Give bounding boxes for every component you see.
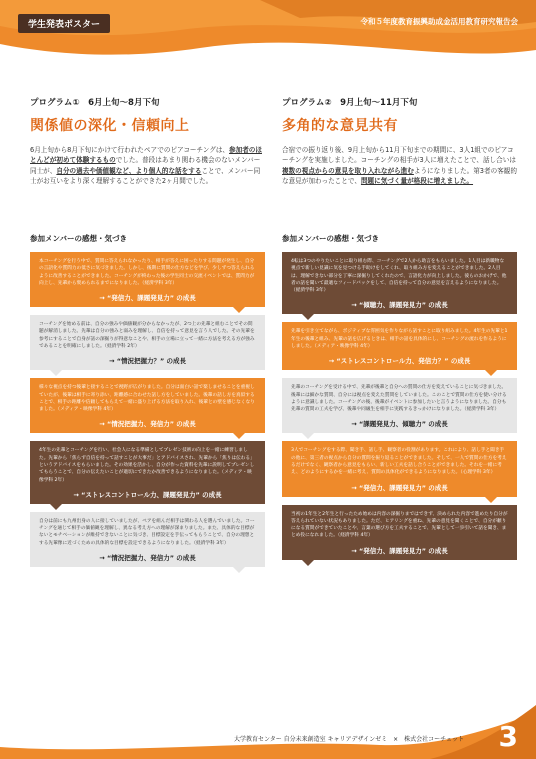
testimonial-card: [282, 252, 517, 314]
program2-intro: 合宿での振り返り後、9月上旬から11月下旬までの期間に、3人1組でのピアコーチングを実施しました。コーチングの相手が3人に増えたことで、話し合いは複数の視点からの意見を取り入れながら進むようになりました。第3者の客観的な意見が加わったことで、問題に気づく量が格段に増えました。: [282, 146, 517, 186]
growth-result: → “発信力、課題発見力” の成長: [99, 294, 196, 303]
header-band: [0, 0, 536, 70]
program1-intro: 6月上旬から8月下旬にかけて行われたペアでのピアコーチングは、参加者のほとんどが初めて体験するものでした。普段はあまり関わる機会のないメンバー同士が、自分の過去や価値観など、より個人的な話をすることで、メンバー同士がお互いをより深く理解することができた2ヶ月間でした。: [30, 146, 262, 186]
testimonial-text: 当初の1年生と2年生と行ったため始めは内容の深掘りまではできず、決められた内容で進めたり自分が答えられていない状況もありました。ただ、ヒアリングを重ね、先輩の意見を聞くことで、自分が頼りになる質問ができていたことや、言葉の選び方を工夫することで、先輩として一歩引いて話を聞き、まとめ役になれました。（経済学科 4年）: [291, 511, 508, 539]
poster-tag: 学生発表ポスター: [18, 14, 110, 33]
testimonial-text: 本コーチングを行う中で、質問に答えられなかったり、相手が答えに困ったりする問題が発生し、自分の言語化や質問力の低さに気づきました。しかし、後期に質問の仕方などを学び、少しずつ答えられるように改善することができました。コーチングが終わった後の学生同士の交流イベントでは、質問力が向上し、先輩から褒められるまでになりました。（経済学科 3年）: [39, 259, 255, 286]
program2-column: [282, 96, 517, 568]
growth-result: → “情況把握力？” の成長: [108, 357, 187, 366]
testimonial-card: [282, 378, 517, 433]
growth-result: → “傾聴力、課題発見力” の成長: [351, 301, 448, 310]
testimonial-card: [30, 512, 265, 567]
event-title: 令和５年度教育振興助成金活用教育研究報告会: [360, 17, 518, 26]
testimonial-text: 様々な視点を持つ後輩と接することで視野が広がりました。自分は面白い話で楽しませることを重視していたが、後輩は相手に寄り添い、距離感に合わせた話し方をしていました。後輩の話し方を真似することで、相手の距離や信頼してもらえて一緒に盛り上げる方法を取り入れ、後輩との壁を感じなくなりました。（メディア・映像学科 4年）: [39, 385, 255, 413]
program2-title: 多角的な意見共有: [282, 118, 398, 134]
growth-result: → “課題発見力、傾聴力” の成長: [351, 420, 448, 429]
testimonial-card: [282, 441, 517, 496]
growth-result: → “発信力、課題発見力” の成長: [351, 546, 448, 555]
program1-heading: プログラム① 6月上旬～8月下旬: [30, 98, 160, 108]
footer-band: [0, 699, 536, 759]
testimonial-text: 4年生の先輩とコーチングを行い、社会人になる準備としてプレゼン技術の向上を一緒に練習しました。先輩から「焦らず自信を持って話すことが大事だ」とアドバイスされ、先輩から「焦りは伝わる」というアドバイスをもらいました。その効果を活かし、自分が作った資料を先輩に説明してプレゼンしてもらうことで、自分の伝えたいことが適切にできたか改善できるようになりました。（メディア・映像学科 2年）: [39, 448, 255, 483]
testimonial-card: [282, 322, 517, 370]
program1-subheading: 参加メンバーの感想・気づき: [30, 234, 127, 243]
testimonial-text: 3人でコーチングをする際、聞き手、話し手、観察者の役割があります。これにより、話し手と聞き手の他に、第三者の視点から自分の質問を振り返ることができました。そして、一人で質問の仕方を考えるだけでなく、観察者から意見をもらい、新しい工夫を話し合うことができました。それを一緒に考え、どのようにするかを一緒に考え、質問の具体化ができるようになりました。（心理学科 3年）: [291, 448, 507, 476]
page-number: 3: [498, 720, 518, 753]
testimonial-card: [30, 315, 265, 370]
testimonial-text: 先輩を引き立てながら、ポジティブな雰囲気を作りながら話すことに取り組みました。4年生の先輩と1年生の後輩と組み、先輩の話を広げるときは、相手の話を具体的にし、コーチングの流れを作るようにしました。（メディア・映像学科 4年）: [291, 329, 508, 349]
testimonial-text: コーチングを始める前は、自分の強みや価値観が分からなかったが、2つ上の先輩と組むことでその問題が解消しました。先輩は自分の強みと弱みを理解し、自信を持って意見を言う人でした。その先輩を参考にすることで自身が話の深掘りが得意なことや、相手の立場に立って一緒に方法を考える方が強みであることを明確にしました。（経済学科 2年）: [39, 322, 255, 349]
testimonial-text: 先輩のコーチングを受ける中で、先輩が後輩と自分への質問の仕方を変えていることに気づきました。後輩には細かな質問、自分には視点を変えた質問をしていました。このことで質問の仕方を使い分けるように意識しました。コーチングの後、後輩がイベントに参加したいと言うようになりました。自分も先輩の質問の工夫を学び、後輩や同級生を相手に実践するきっかけになりました。（経済学科 3年）: [291, 385, 507, 413]
testimonial-text: 4転は3つのやりたいことに取り組む際、コーチングで2人から助言をもらいました。1人目は新職物な視点で新しい見識に気を見つける手助けをしてくれ、取り組み方を変えることができました。2人目は、理解できない部分を丁寧に深掘りしてくれたので、言語化力が向上しました。彼らのおかげで、他者の話を聞いて最適なフィードバックをして、自信を持って自分の意見を言えるようになりました。（経済学科 3年）: [291, 259, 507, 294]
program1-column: [30, 96, 265, 575]
testimonial-card: [282, 505, 517, 560]
program2-heading: プログラム② 9月上旬～11月下旬: [282, 98, 418, 108]
growth-result: → “情況把握力、発信力” の成長: [99, 420, 196, 429]
program2-subheading: 参加メンバーの感想・気づき: [282, 234, 379, 243]
testimonial-card: [30, 441, 265, 503]
testimonial-card: [30, 378, 265, 433]
growth-result: → “ストレスコントロール力、課題発見力” の成長: [73, 490, 222, 499]
program1-title: 関係値の深化・信頼向上: [30, 118, 190, 134]
header-wave-graphic: [0, 0, 536, 70]
growth-result: → “情況把握力、発信力” の成長: [99, 553, 196, 562]
footer-credit: 大学教育センター 自分未来創造室 キャリアデザインゼミ × 株式会社コーチェット: [233, 736, 464, 743]
growth-result: → “発信力、課題発見力” の成長: [351, 483, 448, 492]
testimonial-card: [30, 252, 265, 307]
testimonial-text: 自分は前にも九州出身の人に接していましたが、ペアを組んだ相手は関わる人を選んでいました。コーチングを通じて相手の価値観を理解し、異なる考え方への理解が深まりました。また、具体的な目標がないとモチベーションが維持できないことに気づき、目標設定を手伝ってもらうことで、自分の理想とする先輩像に近づくための具体的な目標を設定できるようになりました。（経済学科 3年）: [39, 518, 255, 546]
growth-result: → “ストレスコントロール力、発信力？” の成長: [328, 357, 471, 366]
footer-wave-graphic: [0, 699, 536, 759]
